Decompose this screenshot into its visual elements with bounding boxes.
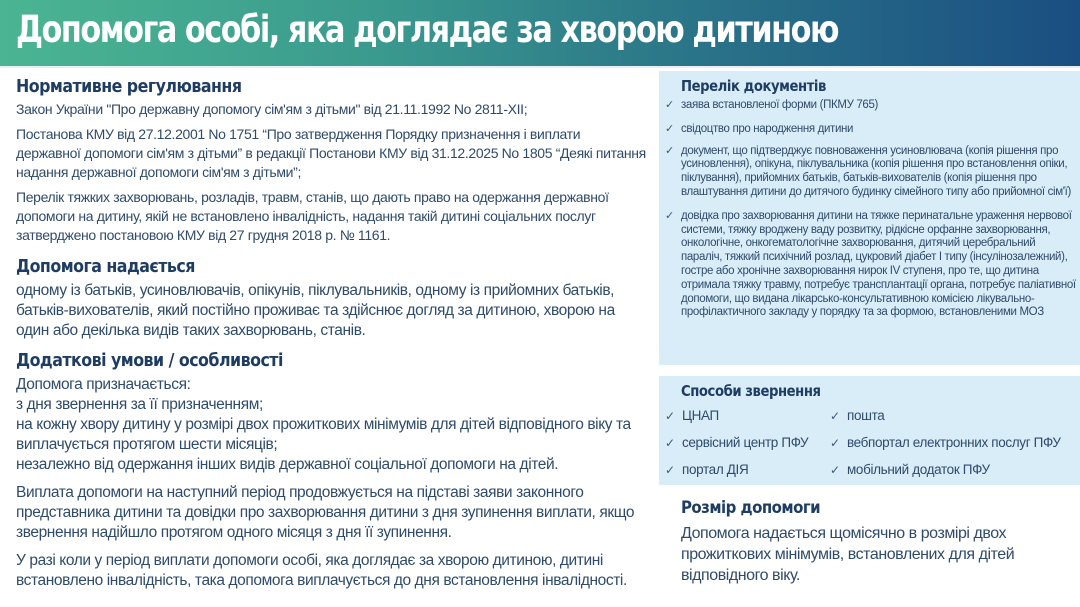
conditions-heading: Додаткові умови / особливості <box>16 350 283 371</box>
check-icon: ✓ <box>665 209 674 222</box>
regulation-heading: Нормативне регулювання <box>16 76 242 97</box>
conditions-line: з дня звернення за її призначенням; <box>16 396 263 413</box>
way-service-center: ✓ сервісний центр ПФУ <box>665 433 830 452</box>
documents-list <box>665 99 1077 330</box>
check-icon: ✓ <box>830 436 840 450</box>
regulation-list: Перелік тяжких захворювань, розладів, травм, станів, що дають право на одержання державної допомоги на дитину, якій не встановлено інвалідність, надання такій дитині соціальних послуг затверджено постановою КМУ від 27 грудня 2018 р. № 1161. <box>16 189 609 243</box>
conditions-line: незалежно від одержання інших видів державної соціальної допомоги на дітей. <box>16 456 559 473</box>
check-icon: ✓ <box>665 463 675 477</box>
regulation-law: Закон України "Про державну допомогу сім'ям з дітьми" від 21.11.1992 No 2811-XII; <box>16 101 528 117</box>
regulation-section <box>16 76 646 245</box>
check-icon: ✓ <box>665 122 674 135</box>
conditions-line: на кожну хвору дитину у розмірі двох прожиткових мінімумів для дітей відповідного віку та виплачується протягом шести місяців; <box>16 416 631 453</box>
document-label: заява встановленої форми (ПКМУ 765) <box>681 99 878 111</box>
provided-to-section <box>16 256 646 341</box>
way-diia-portal: ✓ портал ДІЯ <box>665 460 830 479</box>
amount-text: Допомога надається щомісячно в розмірі двох прожиткових мінімумів, встановлених для дітей відповідного віку. <box>681 525 1015 584</box>
document-label: свідоцтво про народження дитини <box>681 122 854 135</box>
regulation-resolution: Постанова КМУ від 27.12.2001 No 1751 “Про затвердження Порядку призначення і виплати державної допомоги сім'ям з дітьми” в редакції Постанови КМУ від 31.12.2025 No 1805 “Деякі питання надання державної допомоги сім'ям з дітьми”; <box>16 126 646 180</box>
header-banner <box>0 0 1080 68</box>
ways-heading: Способи звернення <box>681 382 821 400</box>
documents-panel <box>659 71 1080 365</box>
way-mobile-app: ✓ мобільний додаток ПФУ <box>830 460 1077 479</box>
check-icon: ✓ <box>665 409 675 423</box>
way-cnap: ✓ ЦНАП <box>665 406 830 425</box>
page-title: Допомога особі, яка доглядає за хворою дитиною <box>16 8 838 51</box>
conditions-disability: У разі коли у період виплати допомоги особі, яка доглядає за хворою дитиною, дитині встановлено інвалідність, така допомога виплачується до дня встановлення інвалідності. <box>16 552 627 589</box>
check-icon: ✓ <box>830 463 840 477</box>
ways-list <box>665 406 1077 479</box>
conditions-line: Допомога призначається: <box>16 376 191 393</box>
list-item <box>665 99 1077 113</box>
application-ways-panel <box>659 376 1080 485</box>
list-item <box>665 123 1077 137</box>
left-column <box>16 76 646 591</box>
check-icon: ✓ <box>830 409 840 423</box>
check-icon: ✓ <box>665 144 674 157</box>
list-item <box>665 210 1077 320</box>
amount-section <box>681 498 1071 586</box>
provided-to-text: одному із батьків, усиновлювачів, опікунів, піклувальників, одному із прийомних батьків, батьків-вихователів, який постійно проживає та здійснює догляд за дитиною, хворою на один або декілька видів таких захворювань, станів. <box>16 282 615 339</box>
provided-to-heading: Допомога надається <box>16 256 195 277</box>
way-web-portal: ✓ вебпортал електронних послуг ПФУ <box>830 433 1077 452</box>
document-label: довідка про захворювання дитини на тяжке перинатальне ураження нервової системи, тяжку вроджену ваду розвитку, рідкісне орфанне захворювання, онкологічне, онкогематологічне захворювання, дитячий церебральний параліч, тяжкий психічний розлад, цукровий діабет I типу (інсулінозалежний), гостре або хронічне захворювання нирок IV ступеня, про те, що дитина отримала тяжку травму, потребує трансплантації органа, потребує паліативної допомоги, що видана лікарсько-консультативною комісією лікувально-профілактичного закладу у порядку та за формою, встановленими МОЗ <box>681 209 1076 319</box>
check-icon: ✓ <box>665 436 675 450</box>
document-label: документ, що підтверджує повноваження усиновлювача (копія рішення про усиновлення), опікуна, піклувальника (копія рішення про встановлення опіки, піклування), прийомних батьків, батьків-вихователів (копія рішення про влаштування дитини до дитячого будинку сімейного типу або прийомної сім'ї) <box>681 144 1071 198</box>
list-item <box>665 145 1077 200</box>
documents-heading: Перелік документів <box>681 77 826 95</box>
amount-heading: Розмір допомоги <box>681 498 821 518</box>
conditions-extension: Виплата допомоги на наступний період продовжується на підставі заяви законного представника дитини та довідки про захворювання дитини з дня зупинення виплати, якщо звернення надійшло протягом одного місяця з дня її зупинення. <box>16 484 635 541</box>
way-post: ✓ пошта <box>830 406 1077 425</box>
check-icon: ✓ <box>665 99 674 111</box>
conditions-section <box>16 350 646 591</box>
